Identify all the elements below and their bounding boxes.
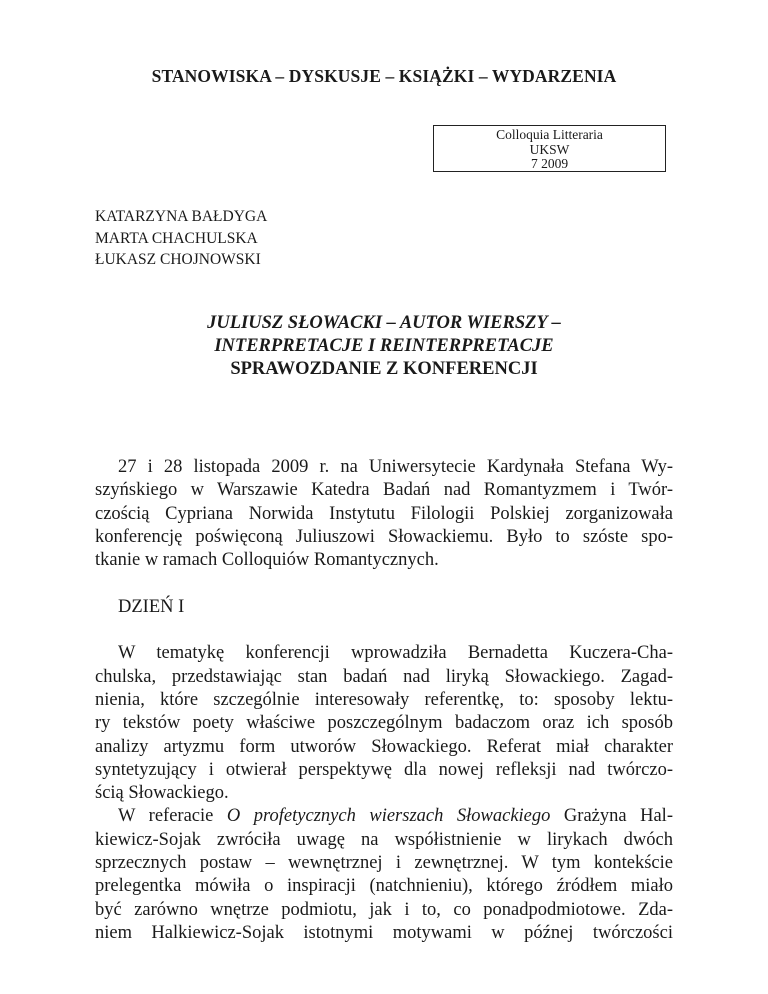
paragraph — [95, 805, 673, 945]
text-line — [95, 805, 673, 828]
paragraph — [95, 456, 673, 572]
author-list — [95, 206, 267, 271]
title-line: INTERPRETACJE I REINTERPRETACJE — [214, 336, 554, 356]
journal-publisher: UKSW — [529, 141, 570, 157]
text-line: ścią Słowackiego. — [95, 783, 229, 804]
journal-name: Colloquia Litteraria — [496, 127, 603, 142]
text-line: W tematykę konferencji wprowadziła Bernadetta Kuczera-Cha- — [118, 643, 673, 664]
text-line: sprzecznych postaw – wewnętrznej i zewnętrznej. W tym kontekście — [95, 853, 673, 874]
paragraph — [95, 642, 673, 805]
text-line: szyńskiego w Warszawie Katedra Badań nad Romantyzmem i Twór- — [95, 480, 673, 501]
text-line: chulska, przedstawiając stan badań nad liryką Słowackiego. Zagad- — [95, 666, 673, 687]
title-line: JULIUSZ SŁOWACKI – AUTOR WIERSZY – — [207, 313, 561, 333]
journal-info-box — [433, 125, 666, 172]
text-line: konferencję poświęconą Juliuszowi Słowackiemu. Było to szóste spo- — [95, 526, 673, 547]
journal-issue: 7 2009 — [530, 156, 569, 171]
article-title — [0, 312, 768, 381]
text-line: 27 i 28 listopada 2009 r. na Uniwersytecie Kardynała Stefana Wy- — [118, 457, 673, 477]
author: KATARZYNA BAŁDYGA — [95, 208, 268, 225]
section-header: STANOWISKA – DYSKUSJE – KSIĄŻKI – WYDARZENIA — [151, 66, 617, 86]
text-line: niem Halkiewicz-Sojak istotnymi motywami w późnej twórczości — [95, 922, 673, 943]
author: MARTA CHACHULSKA — [95, 229, 258, 247]
text-line: nienia, które szczególnie interesowały referentkę, to: sposoby lektu- — [95, 689, 673, 710]
text-line: kiewicz-Sojak zwróciła uwagę na współistnienie w lirykach dwóch — [95, 829, 673, 850]
text-line: tkanie w ramach Colloquiów Romantycznych. — [95, 550, 439, 571]
author: ŁUKASZ CHOJNOWSKI — [95, 251, 261, 268]
text-line: prelegentka mówiła o inspiracji (natchnieniu), którego źródłem miało — [95, 876, 673, 897]
text-line: analizy artyzmu form utworów Słowackiego. Referat miał charakter — [95, 736, 673, 757]
text-run: Grażyna Hal- — [550, 806, 673, 827]
text-line: być zarówno wnętrze podmiotu, jak i to, co ponadpodmiotowe. Zda- — [95, 899, 673, 920]
article-subtitle: SPRAWOZDANIE Z KONFERENCJI — [230, 359, 538, 379]
referenced-title: O profetycznych wierszach Słowackiego — [226, 806, 551, 827]
text-line: syntetyzujący i otwierał perspektywę dla nowej refleksji nad twórczo- — [95, 759, 673, 780]
text-line: czością Cypriana Norwida Instytutu Filologii Polskiej zorganizowała — [95, 503, 673, 524]
text-run: W referacie — [118, 806, 227, 827]
section-heading: DZIEŃ I — [118, 596, 185, 617]
text-line: ry tekstów poety właściwe poszczególnym badaczom oraz ich sposób — [95, 713, 673, 734]
article-body — [95, 456, 673, 945]
